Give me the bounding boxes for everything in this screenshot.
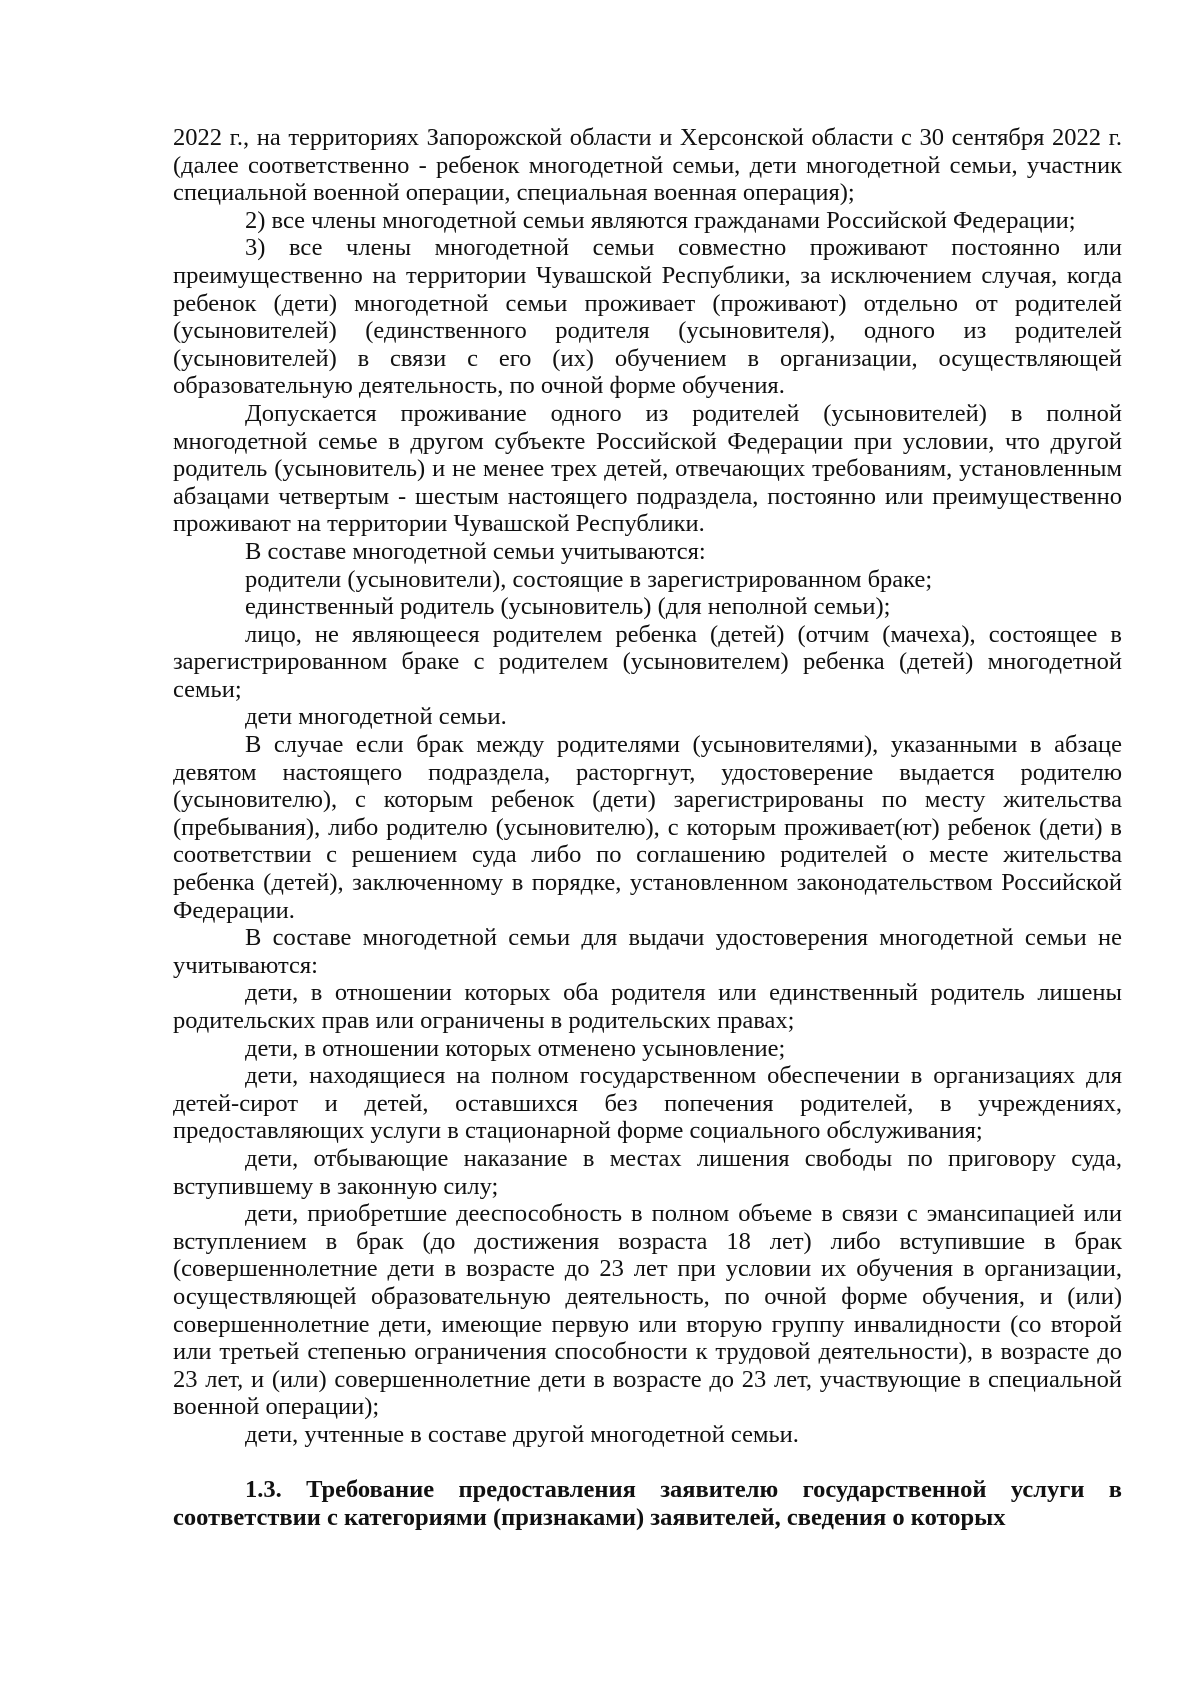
paragraph-9: дети многодетной семьи. [245, 703, 507, 731]
paragraph-16: дети, приобретшие дееспособность в полном объеме в связи с эмансипацией или вступлением в брак (до достижения возраста 18 лет) либо вступившие в брак (совершеннолетние дети в возрасте до 23 лет при условии их обучения в организации, осуществляющей образовательную деятельность, по очной форме обучения, и (или) совершеннолетние дети, имеющие первую или вторую группу инвалидности (со второй или третьей степенью ограничения способности к трудовой деятельности), в возрасте до 23 лет, и (или) совершеннолетние дети в возрасте до 23 лет, участвующие в специальной военной операции); [173, 1200, 1122, 1421]
paragraph-13: дети, в отношении которых отменено усыновление; [245, 1034, 786, 1062]
paragraph-4: Допускается проживание одного из родителей (усыновителей) в полной многодетной семье в другом субъекте Российской Федерации при условии, что другой родитель (усыновитель) и не менее трех детей, отвечающих требованиям, установленным абзацами четвертым - шестым настоящего подраздела, постоянно или преимущественно проживают на территории Чувашской Республики. [173, 399, 1122, 538]
paragraph-12: дети, в отношении которых оба родителя или единственный родитель лишены родительских прав или ограничены в родительских правах; [173, 979, 1122, 1034]
paragraph-15: дети, отбывающие наказание в местах лишения свободы по приговору суда, вступившему в законную силу; [173, 1144, 1122, 1200]
document-body [173, 124, 1122, 1531]
paragraph-6: родители (усыновители), состоящие в зарегистрированном браке; [245, 565, 933, 593]
paragraph-14: дети, находящиеся на полном государственном обеспечении в организациях для детей-сирот и детей, оставшихся без попечения родителей, в учреждениях, предоставляющих услуги в стационарной форме социального обслуживания; [173, 1062, 1122, 1145]
paragraph-17: дети, учтенные в составе другой многодетной семьи. [245, 1420, 799, 1448]
paragraph-spacer [173, 1449, 1122, 1477]
paragraph-11: В составе многодетной семьи для выдачи удостоверения многодетной семьи не учитываются: [173, 924, 1122, 979]
section-heading: 1.3. Требование предоставления заявителю государственной услуги в соответствии с категориями (признаками) заявителей, сведения о которых [173, 1476, 1122, 1531]
paragraph-8: лицо, не являющееся родителем ребенка (детей) (отчим (мачеха), состоящее в зарегистрированном браке с родителем (усыновителем) ребенка (детей) многодетной семьи; [173, 620, 1122, 703]
paragraph-7: единственный родитель (усыновитель) (для неполной семьи); [245, 593, 891, 621]
paragraph-10: В случае если брак между родителями (усыновителями), указанными в абзаце девятом настоящего подраздела, расторгнут, удостоверение выдается родителю (усыновителю), с которым ребенок (дети) зарегистрированы по месту жительства (пребывания), либо родителю (усыновителю), с которым проживает(ют) ребенок (дети) в соответствии с решением суда либо по соглашению родителей о месте жительства ребенка (детей), заключенному в порядке, установленном законодательством Российской Федерации. [173, 731, 1122, 924]
paragraph-2: 2) все члены многодетной семьи являются гражданами Российской Федерации; [245, 206, 1076, 234]
paragraph-3: 3) все члены многодетной семьи совместно проживают постоянно или преимущественно на территории Чувашской Республики, за исключением случая, когда ребенок (дети) многодетной семьи проживает (проживают) отдельно от родителей (усыновителей) (единственного родителя (усыновителя), одного из родителей (усыновителей) в связи с его (их) обучением в организации, осуществляющей образовательную деятельность, по очной форме обучения. [173, 234, 1122, 400]
paragraph-5: В составе многодетной семьи учитываются: [245, 537, 706, 565]
paragraph-1: 2022 г., на территориях Запорожской области и Херсонской области с 30 сентября 2022 г. (далее соответственно - ребенок многодетной семьи, дети многодетной семьи, участник специальной военной операции, специальная военная операция); [173, 124, 1122, 207]
